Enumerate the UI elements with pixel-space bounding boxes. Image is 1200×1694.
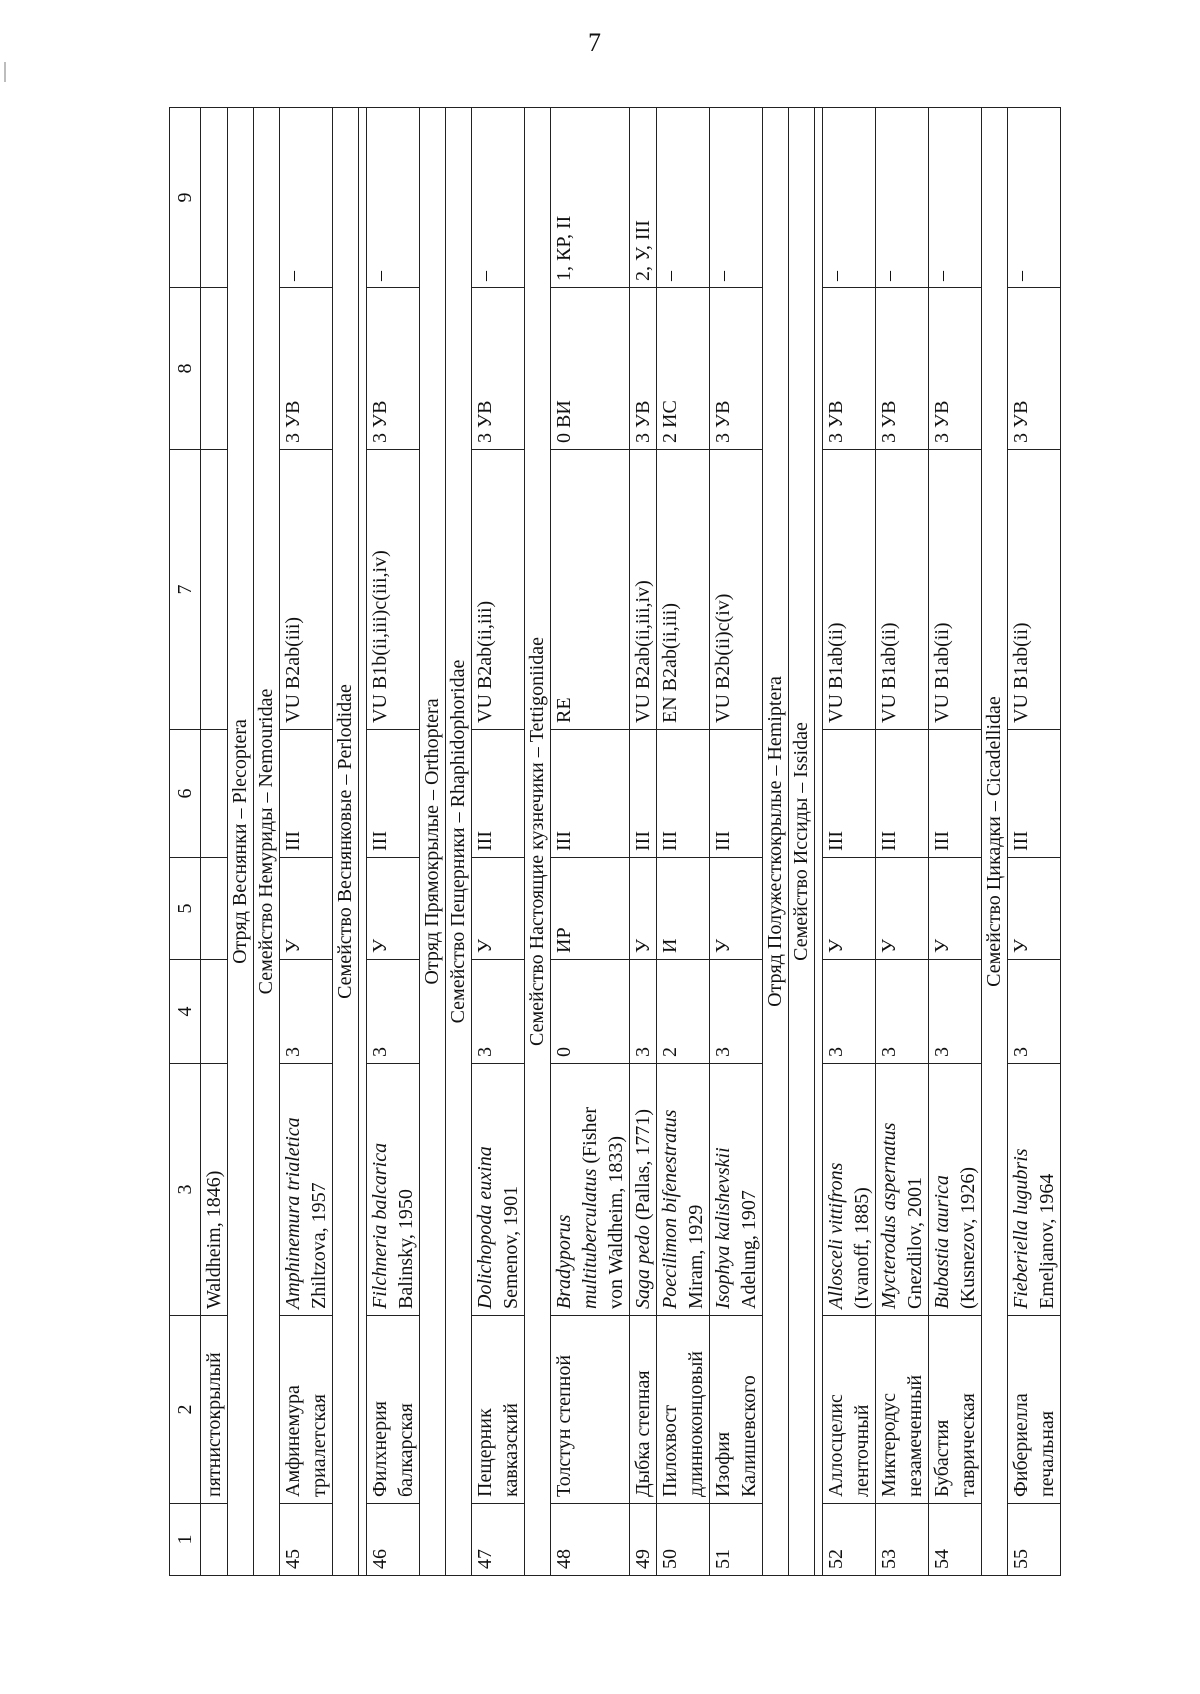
latin-name-2: multituberculatus (579, 1168, 601, 1309)
name-line-1: Пилохвост (659, 1404, 681, 1497)
cell-c8: 3 УВ (280, 288, 333, 450)
section-title: Отряд Веснянки – Plecoptera (228, 108, 254, 1576)
author-2: von Waldheim, 1833) (605, 1136, 627, 1309)
cell-c4: 3 (280, 960, 333, 1064)
cell-c6: III (710, 730, 763, 858)
cell-c5: У (876, 858, 929, 960)
scan-artifact (4, 62, 6, 82)
section-row (525, 108, 551, 1576)
cell-c7: EN B2ab(ii,iii) (657, 450, 710, 730)
section-title: Семейство Настоящие кузнечики – Tettigoniidae (525, 108, 551, 1576)
cell-num: 52 (823, 1504, 876, 1576)
cell-c6: III (630, 730, 657, 858)
spacer-cell (815, 108, 823, 1576)
cell-num: 55 (1008, 1504, 1061, 1576)
section-row (228, 108, 254, 1576)
author: Gnezdilov, 2001 (904, 1176, 926, 1309)
name-line-2: балкарская (395, 1403, 417, 1497)
table-row (823, 108, 876, 1576)
author: Semenov, 1901 (500, 1185, 522, 1309)
cell-empty (201, 960, 228, 1064)
cell-c5: ИР (551, 858, 630, 960)
spacer-row (815, 108, 823, 1576)
cell-c7: VU B1ab(ii) (929, 450, 982, 730)
latin-name: Bubastia taurica (931, 1175, 953, 1309)
cell-latin: Waldheim, 1846) (201, 1064, 228, 1316)
latin-name: Mycterodus aspernatus (878, 1122, 900, 1309)
cell-num (201, 1504, 228, 1576)
cell-name (551, 1316, 630, 1504)
latin-name: Poecilimon bifenestratus (659, 1109, 681, 1309)
name-line-1: Толстун степной (553, 1354, 575, 1497)
cell-num: 51 (710, 1504, 763, 1576)
cell-c4: 0 (551, 960, 630, 1064)
column-header: 3 (170, 1064, 201, 1316)
cell-c7: RE (551, 450, 630, 730)
cell-c5: У (472, 858, 525, 960)
section-title: Семейство Немуриды – Nemouridae (254, 108, 280, 1576)
column-header-row (170, 108, 201, 1576)
cell-c4: 2 (657, 960, 710, 1064)
author: Zhiltzova, 1957 (308, 1182, 330, 1309)
section-title: Семейство Пещерники – Rhaphidophoridae (446, 108, 472, 1576)
cell-empty (201, 288, 228, 450)
table-row (1008, 108, 1061, 1576)
cell-c8: 3 УВ (367, 288, 420, 450)
cell-c7: VU B2ab(ii,iii) (472, 450, 525, 730)
cell-c9: – (710, 108, 763, 288)
cell-c6: III (929, 730, 982, 858)
author: Emeljanov, 1964 (1036, 1173, 1058, 1309)
latin-name: Dolichopoda euxina (474, 1146, 496, 1309)
name-line-2: кавказский (500, 1403, 522, 1497)
cell-c5: У (1008, 858, 1061, 960)
section-row (446, 108, 472, 1576)
cell-name (472, 1316, 525, 1504)
latin-name: Bradyporus (553, 1214, 575, 1309)
cell-c7: VU B2ab(ii,iii,iv) (630, 450, 657, 730)
cell-c9: 2, У, III (630, 108, 657, 288)
cell-c9: – (367, 108, 420, 288)
cell-num: 54 (929, 1504, 982, 1576)
cell-c9: – (823, 108, 876, 288)
section-title: Семейство Веснянковые – Perlodidae (333, 108, 359, 1576)
table-row (367, 108, 420, 1576)
cell-c9: – (1008, 108, 1061, 288)
cell-latin (551, 1064, 630, 1316)
author: (Kusnezov, 1926) (957, 1166, 979, 1309)
cell-c6: III (551, 730, 630, 858)
latin-name: Saga pedo (632, 1225, 654, 1309)
section-title: Семейство Цикадки – Cicadellidae (982, 108, 1008, 1576)
cell-c7: VU B2b(ii)c(iv) (710, 450, 763, 730)
section-title: Отряд Прямокрылые – Orthoptera (420, 108, 446, 1576)
cell-c4: 3 (1008, 960, 1061, 1064)
cell-c9: – (657, 108, 710, 288)
author: Adelung, 1907 (738, 1190, 760, 1309)
cell-c4: 3 (876, 960, 929, 1064)
cell-c7: VU B1ab(ii) (1008, 450, 1061, 730)
cell-latin (1008, 1064, 1061, 1316)
cell-name (630, 1316, 657, 1504)
name-line-1: Изофия (712, 1431, 734, 1497)
cell-name (657, 1316, 710, 1504)
cell-num: 45 (280, 1504, 333, 1576)
cell-latin (710, 1064, 763, 1316)
name-line-2: триалетская (308, 1394, 330, 1497)
cell-c4: 3 (710, 960, 763, 1064)
table-row (551, 108, 630, 1576)
section-row (333, 108, 359, 1576)
cell-c5: У (630, 858, 657, 960)
column-header: 8 (170, 288, 201, 450)
cell-c6: III (472, 730, 525, 858)
cell-name: пятнистокрылый (201, 1316, 228, 1504)
name-line-1: Фибериелла (1010, 1393, 1032, 1497)
cell-empty (201, 108, 228, 288)
cell-c9: – (929, 108, 982, 288)
section-row (763, 108, 789, 1576)
cell-c8: 3 УВ (929, 288, 982, 450)
name-line-1: Миктеродус (878, 1392, 900, 1497)
name-line-2: незамеченный (904, 1374, 926, 1497)
table-row (710, 108, 763, 1576)
table-row (630, 108, 657, 1576)
latin-name: Filchneria balcarica (369, 1142, 391, 1309)
latin-name: Allosceli vittifrons (825, 1162, 847, 1309)
cell-c5: У (929, 858, 982, 960)
author: (Pallas, 1771) (632, 1109, 654, 1226)
cell-c5: И (657, 858, 710, 960)
column-header: 2 (170, 1316, 201, 1504)
cell-name (1008, 1316, 1061, 1504)
cell-c5: У (280, 858, 333, 960)
section-title: Семейство Иссиды – Issidae (789, 108, 815, 1576)
name-line-1: Амфинемура (282, 1385, 304, 1497)
column-header: 1 (170, 1504, 201, 1576)
rotated-table-container (169, 108, 1094, 1576)
cell-c5: У (710, 858, 763, 960)
column-header: 6 (170, 730, 201, 858)
latin-name: Amphinemura trialetica (282, 1117, 304, 1309)
cell-num: 50 (657, 1504, 710, 1576)
cell-latin (630, 1064, 657, 1316)
cell-latin (657, 1064, 710, 1316)
table-row (472, 108, 525, 1576)
cell-c6: III (1008, 730, 1061, 858)
cell-num: 46 (367, 1504, 420, 1576)
cell-empty (201, 858, 228, 960)
cell-c5: У (823, 858, 876, 960)
cell-c8: 3 УВ (472, 288, 525, 450)
column-header: 7 (170, 450, 201, 730)
name-line-1: Дыбка степная (632, 1370, 654, 1497)
cell-name (710, 1316, 763, 1504)
cell-name (929, 1316, 982, 1504)
cell-latin (280, 1064, 333, 1316)
cell-num: 49 (630, 1504, 657, 1576)
name-line-2: Калишевского (738, 1375, 760, 1497)
cell-c4: 3 (472, 960, 525, 1064)
cell-name (876, 1316, 929, 1504)
table-row (657, 108, 710, 1576)
name-line-2: таврическая (957, 1393, 979, 1497)
cell-c8: 3 УВ (710, 288, 763, 450)
section-row (254, 108, 280, 1576)
column-header: 9 (170, 108, 201, 288)
cell-num: 48 (551, 1504, 630, 1576)
cell-c4: 3 (823, 960, 876, 1064)
cell-c7: VU B1b(ii,iii)c(iii,iv) (367, 450, 420, 730)
cell-c7: VU B2ab(iii) (280, 450, 333, 730)
section-row (982, 108, 1008, 1576)
latin-name: Isophya kalishevskii (712, 1147, 734, 1309)
spacer-cell (359, 108, 367, 1576)
table-row (876, 108, 929, 1576)
name-line-1: Бубастия (931, 1419, 953, 1497)
table-row (280, 108, 333, 1576)
name-line-1: Филхнерия (369, 1401, 391, 1497)
name-line-1: Пещерник (474, 1408, 496, 1497)
author: (Ivanoff, 1885) (851, 1187, 873, 1309)
author: (Fisher (579, 1106, 601, 1169)
cell-empty (201, 730, 228, 858)
table-row (929, 108, 982, 1576)
cell-c9: – (876, 108, 929, 288)
cell-latin (876, 1064, 929, 1316)
cell-c8: 3 УВ (876, 288, 929, 450)
section-title: Отряд Полужесткокрылые – Hemiptera (763, 108, 789, 1576)
name-line-2: длинноконцовый (685, 1351, 707, 1497)
cell-latin (823, 1064, 876, 1316)
column-header: 5 (170, 858, 201, 960)
red-book-table (169, 107, 1061, 1576)
cell-c6: III (280, 730, 333, 858)
column-header: 4 (170, 960, 201, 1064)
cell-c9: 1, КР, II (551, 108, 630, 288)
cell-name (280, 1316, 333, 1504)
cell-c6: III (823, 730, 876, 858)
page-number: 7 (588, 28, 601, 57)
cell-c8: 2 ИС (657, 288, 710, 450)
cell-c8: 0 ВИ (551, 288, 630, 450)
table-body (170, 108, 1061, 1576)
name-line-2: ленточный (851, 1404, 873, 1497)
cell-c7: VU B1ab(ii) (876, 450, 929, 730)
cell-c9: – (472, 108, 525, 288)
author: Balinsky, 1950 (395, 1189, 417, 1309)
cell-c4: 3 (630, 960, 657, 1064)
cell-c4: 3 (929, 960, 982, 1064)
cell-name (367, 1316, 420, 1504)
cell-c6: III (367, 730, 420, 858)
cell-c8: 3 УВ (823, 288, 876, 450)
cell-c6: III (876, 730, 929, 858)
section-row (789, 108, 815, 1576)
cell-c4: 3 (367, 960, 420, 1064)
continuation-row (201, 108, 228, 1576)
cell-c5: У (367, 858, 420, 960)
cell-c8: 3 УВ (630, 288, 657, 450)
cell-c7: VU B1ab(ii) (823, 450, 876, 730)
spacer-row (359, 108, 367, 1576)
name-line-1: Аллосцелис (825, 1394, 847, 1497)
cell-c8: 3 УВ (1008, 288, 1061, 450)
cell-empty (201, 450, 228, 730)
cell-num: 47 (472, 1504, 525, 1576)
name-line-2: печальная (1036, 1410, 1058, 1497)
cell-latin (929, 1064, 982, 1316)
cell-latin (367, 1064, 420, 1316)
cell-c6: III (657, 730, 710, 858)
cell-num: 53 (876, 1504, 929, 1576)
latin-name: Fieberiella lugubris (1010, 1148, 1032, 1309)
cell-latin (472, 1064, 525, 1316)
cell-c9: – (280, 108, 333, 288)
author: Miram, 1929 (685, 1204, 707, 1309)
cell-name (823, 1316, 876, 1504)
section-row (420, 108, 446, 1576)
